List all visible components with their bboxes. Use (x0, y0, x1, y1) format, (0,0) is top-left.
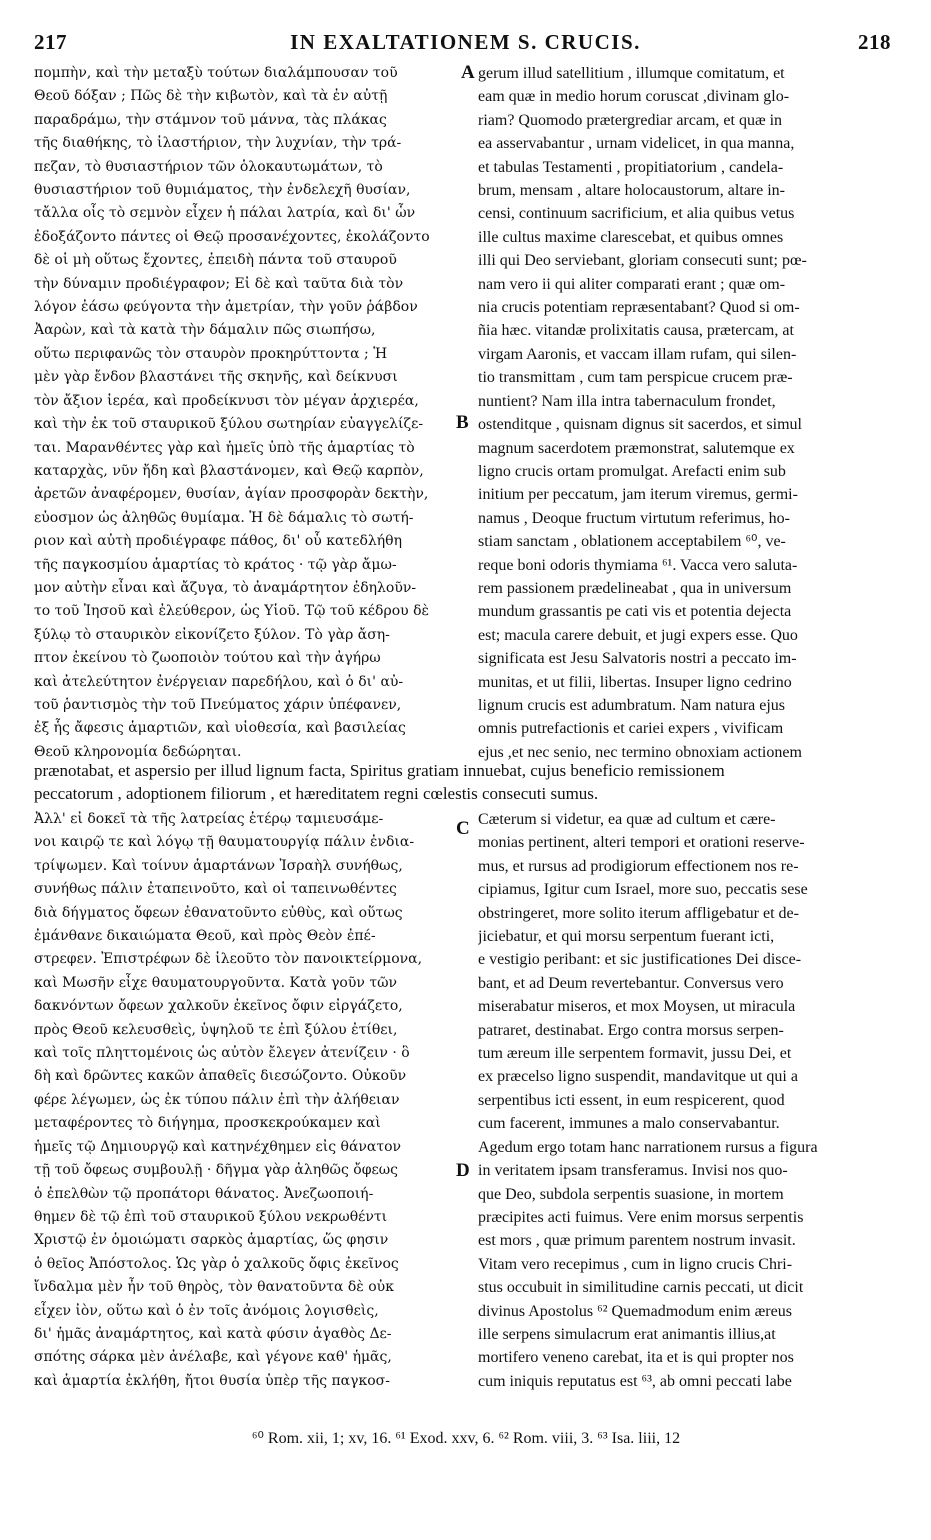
greek-text-line: ριον καὶ αὐτὴ προδιέγραφε πάθος, δι' οὗ κατεδλήθη (34, 533, 402, 550)
greek-text-line: δι' ἡμᾶς ἀναμάρτητος, καὶ κατὰ φύσιν ἀγαθὸς Δε- (34, 1325, 392, 1342)
latin-text-line: Cæterum si videtur, ea quæ ad cultum et cære- (478, 811, 776, 828)
latin-text-line: e vestigio peribant: et sic justificationes Dei disce- (478, 951, 802, 969)
greek-text-line: τῇ τοῦ ὄφεως συμβουλῇ · δῆγμα γὰρ ἀληθῶς ὄφεως (34, 1162, 398, 1179)
latin-text-line: Vitam vero recepimus , cum in ligno crucis Chri- (478, 1255, 793, 1273)
greek-text-line: τοῦ ῥαντισμὸς τὴν τοῦ Πνεύματος χάριν ὑπέφανεν, (34, 696, 402, 713)
margin-letter-c: C (456, 818, 470, 839)
footnotes: ⁶⁰ Rom. xii, 1; xv, 16. ⁶¹ Exod. xxv, 6. ⁶² Rom. viii, 3. ⁶³ Isa. liii, 12 (251, 1430, 681, 1447)
greek-text-line: καταρχὰς, νῦν ἤδη καὶ βλαστάνομεν, καὶ Θεῷ καρπὸν, (34, 462, 424, 479)
margin-letter-b: B (456, 412, 469, 433)
latin-text-line: jiciebatur, et qui morsu serpentum fuerant icti, (478, 928, 775, 946)
greek-text-line: καὶ τὴν ἐκ τοῦ σταυρικοῦ ξύλου σωτηρίαν εὐαγγελίζε- (34, 416, 424, 433)
latin-text-line: stiam sanctam , oblationem acceptabilem ⁶⁰, ve- (478, 533, 786, 551)
latin-text-line: monias pertinent, alteri tempori et orationi reserve- (478, 834, 805, 852)
latin-text-line: munitas, et ut filii, libertas. Insuper ligno cedrino (478, 673, 792, 691)
greek-text-line: ἀρετῶν ἀναφέρομεν, θυσίαν, ἁγίαν προσφορὰν δεκτὴν, (34, 486, 429, 503)
greek-text-line: ἐξ ἧς ἄφεσις ἁμαρτιῶν, καὶ υἱοθεσία, καὶ βασιλείας (34, 720, 406, 737)
greek-text-line: το τοῦ Ἰησοῦ καὶ ἐλεύθερον, ὡς Υἱοῦ. Τῷ τοῦ κέδρου δὲ (34, 603, 430, 620)
greek-text-line: τῆς παγκοσμίου ἁμαρτίας τὸ κράτος · τῷ γὰρ ἄμω- (34, 556, 397, 573)
latin-text-line: tio transmittam , cum tam perspicue crucem præ- (478, 369, 793, 387)
latin-text-line: nuntient? Nam illa intra tabernaculum frondet, (478, 392, 776, 410)
latin-text-line: stus occubuit in similitudine carnis peccati, ut dicit (478, 1279, 804, 1297)
latin-text-line: ille serpens simulacrum erat animantis illius,at (478, 1325, 776, 1343)
latin-text-line: præcipites acti fuimus. Vere enim morsus serpentis (478, 1208, 804, 1226)
latin-text-line: tum æreum ille serpentem formavit, jussu Dei, et (478, 1045, 792, 1063)
greek-text-line: ὁ θεῖος Ἀπόστολος. Ὡς γὰρ ὁ χαλκοῦς ὄφις ἐκεῖνος (34, 1255, 399, 1272)
greek-text-line: καὶ ἀτελεύτητον ἐνέργειαν παρεδήλου, καὶ ὁ δι' αὐ- (34, 673, 404, 690)
greek-text-line: δακνόντων ὄφεων χαλκοῦν ἐκεῖνος ὄφιν εἰργάζετο, (34, 998, 403, 1015)
greek-text-line: τῆς διαθήκης, τὸ ἱλαστήριον, τὴν λυχνίαν, τὴν τρά- (34, 135, 402, 152)
greek-text-line: δὴ καὶ δρῶντες κακῶν ἀπαθεῖς διεσώζοντο. Οὐκοῦν (34, 1068, 407, 1085)
greek-text-line: φέρε λέγωμεν, ὡς ἐκ τύπου πάλιν ἐπὶ τὴν ἀλήθειαν (34, 1091, 400, 1108)
greek-text-line: ξύλῳ τὸ σταυρικὸν εἰκονίζετο ξύλον. Τὸ γὰρ ἄση- (34, 626, 390, 643)
latin-text-line: rem passionem prædelineabat , qua in universum (478, 579, 792, 597)
greek-text-line: καὶ τοῖς πληττομένοις ὡς αὐτὸν ἔλεγεν ἀτενίζειν · ὃ (34, 1045, 410, 1062)
greek-text-line: πομπὴν, καὶ τὴν μεταξὺ τούτων διαλάμπουσαν τοῦ (34, 65, 398, 81)
greek-text-line: στρεφεν. Ἐπιστρέφων δὲ ἱλεοῦτο τὸν πανοικτείρμονα, (34, 951, 423, 968)
latin-text-line: brum, mensam , altare holocaustorum, altare in- (478, 182, 786, 200)
text-line: prænotabat, et aspersio per illud lignum facta, Spiritus gratiam innuebat, cujus beneficio remissionem (34, 761, 725, 780)
greek-text-line: παραδράμω, τὴν στάμνον τοῦ μάννα, τὰς πλάκας (34, 111, 387, 128)
greek-text-line: καὶ Μωσῆν εἶχε θαυματουργοῦντα. Κατὰ γοῦν τῶν (34, 974, 398, 991)
latin-text-line: miserabatur miseros, et mox Moysen, ut miracula (478, 998, 796, 1016)
running-title: IN EXALTATIONEM S. CRUCIS. (290, 30, 641, 54)
latin-text-line: ejus ,et nec senio, nec termino obnoxiam actionem (478, 743, 802, 761)
text-line: peccatorum , adoptionem filiorum , et hæreditatem regni cœlestis consecuti sumus. (34, 783, 599, 803)
greek-text-line: τἄλλα οἷς τὸ σεμνὸν εἶχεν ἡ πάλαι λατρία, καὶ δι' ὧν (34, 205, 416, 222)
right-page-number: 218 (858, 30, 891, 54)
greek-text-line: οὕτω περιφανῶς τὸν σταυρὸν προκηρύττοντα ; Ἡ (34, 345, 388, 362)
greek-text-line: τὸν ἄξιον ἱερέα, καὶ προδείκνυσι τὸν μέγαν ἀρχιερέα, (34, 392, 419, 409)
latin-column-lower (478, 808, 898, 1393)
greek-text-line: Θεοῦ κληρονομία δεδώρηται. (34, 743, 242, 760)
latin-text-line: riam? Quomodo prætergrediar arcam, et quæ in (478, 111, 783, 129)
greek-text-line: λόγον ἐάσω φεύγοντα τὴν ἀμετρίαν, τὴν γοῦν ῥάβδον (34, 299, 418, 316)
latin-text-line: est mors , quæ primum parentem nostrum invasit. (478, 1232, 796, 1250)
greek-text-line: θημεν δὲ τῷ ἐπὶ τοῦ σταυρικοῦ ξύλου νεκρωθέντι (34, 1208, 388, 1225)
latin-text-line: patraret, destinabat. Ergo contra morsus serpen- (478, 1021, 784, 1039)
greek-text-line: ἡμεῖς τῷ Δημιουργῷ καὶ κατηνέχθημεν εἰς θάνατον (34, 1138, 402, 1155)
latin-text-line: mundum grassantis pe cati vis et potentia dejecta (478, 603, 792, 621)
greek-column-lower (34, 808, 458, 1393)
latin-text-line: obstringeret, more solito iterum affligebatur et de- (478, 904, 799, 922)
greek-text-line: μεταφέροντες τὸ διήγημα, προσκεκρούκαμεν καὶ (34, 1115, 381, 1132)
greek-text-line: συνήθως πάλιν ἐταπεινοῦτο, καὶ οἱ ταπεινωθέντες (34, 881, 397, 898)
greek-text-line: δὲ οἱ μὴ οὕτως ἔχοντες, ἐπειδὴ πάντα τοῦ σταυροῦ (34, 252, 397, 269)
latin-text-line: magnum sacerdotem præmonstrat, salutemque ex (478, 439, 795, 457)
latin-text-line: namus , Deoque fructum virtutum referimus, ho- (478, 509, 790, 527)
latin-text-line: ligno crucis ortam promulgat. Arefacti enim sub (478, 462, 786, 480)
greek-text-line: νοι καιρῷ τε καὶ λόγῳ τῇ θαυματουργίᾳ πάλιν ἐνδια- (34, 834, 415, 851)
latin-text-line: serpentibus icti essent, in eum respicerent, quod (478, 1091, 785, 1109)
latin-text-line: ille cultus maxime clarescebat, et quibus omnes (478, 228, 784, 246)
latin-text-line: et tabulas Testamenti , propitiatorium , candela- (478, 158, 784, 176)
latin-text-line: cum facerent, immunes a malo conservabantur. (478, 1115, 780, 1133)
latin-text-line: que Deo, subdola serpentis suasione, in mortem (478, 1185, 784, 1203)
latin-text-line: est; macula carere debuit, et jugi expers esse. Quo (478, 626, 798, 644)
greek-text-line: ὁ ἐπελθὼν τῷ προπάτορι θάνατος. Ἀνεζωοποιή- (34, 1185, 374, 1202)
full-width-paragraph (34, 760, 898, 805)
greek-text-line: Ἀαρὼν, καὶ τὰ κατὰ τὴν δάμαλιν πῶς σιωπήσω, (34, 322, 376, 339)
latin-text-line: reque boni odoris thymiama ⁶¹. Vacca vero saluta- (478, 556, 798, 574)
greek-text-line: τὴν δύναμιν προδιέγραφον; Εἰ δὲ καὶ ταῦτα διὰ τὸν (34, 275, 404, 292)
latin-text-line: omnis putrefactionis et cariei expers , vivificam (478, 720, 784, 738)
latin-text-line: illi qui Deo serviebant, gloriam consecuti sunt; pœ- (478, 252, 807, 270)
greek-column-upper (34, 62, 458, 764)
latin-text-line: lignum crucis est adumbratum. Nam natura ejus (478, 696, 786, 714)
latin-text-line: nia crucis potentiam repræsentabant? Quod si om- (478, 299, 800, 317)
greek-text-line: Θεοῦ δόξαν ; Πῶς δὲ τὴν κιβωτὸν, καὶ τὰ ἐν αὐτῇ (34, 88, 388, 105)
margin-letter-d: D (456, 1160, 470, 1181)
margin-letter-a: A (461, 62, 475, 83)
latin-text-line: cipiamus, Igitur cum Israel, more suo, peccatis sese (478, 881, 808, 899)
latin-text-line: cum iniquis reputatus est ⁶³, ab omni peccati labe (478, 1372, 792, 1390)
greek-text-line: πτον ἐκείνου τὸ ζωοποιὸν τούτου καὶ τὴν ἀγήρω (34, 650, 381, 667)
greek-text-line: θυσιαστήριον τοῦ θυμιάματος, τὴν ἐνδελεχῆ θυσίαν, (34, 182, 411, 199)
latin-text-line: ñia hæc. vitandæ prolixitatis causa, prætercam, at (478, 322, 794, 340)
greek-text-line: μὲν γὰρ ἔνδον βλαστάνει τῆς σκηνῆς, καὶ δείκνυσι (34, 369, 398, 386)
greek-text-line: ἐδοξάζοντο πάντες οἱ Θεῷ προσανέχοντες, ἐκολάζοντο (34, 228, 430, 245)
greek-text-line: πεζαν, τὸ θυσιαστήριον τῶν ὁλοκαυτωμάτων, τὸ (34, 158, 383, 175)
latin-text-line: nam vero ii qui aliter comparati erant ; quæ om- (478, 275, 786, 293)
latin-text-line: ostenditque , quisnam dignus sit sacerdos, et simul (478, 416, 802, 434)
latin-text-line: significata est Jesu Salvatoris nostri a peccato im- (478, 650, 797, 668)
greek-text-line: καὶ ἁμαρτία ἐκλήθη, ἤτοι θυσία ὑπὲρ τῆς παγκοσ- (34, 1372, 390, 1389)
greek-text-line: πρὸς Θεοῦ κελευσθεὶς, ὑψηλοῦ τε ἐπὶ ξύλου ἐτίθει, (34, 1021, 398, 1038)
latin-text-line: initium per peccatum, jam iterum viremus, germi- (478, 486, 798, 504)
greek-text-line: ἴνδαλμα μὲν ἦν τοῦ θηρὸς, τὸν θανατοῦντα δὲ οὐκ (34, 1279, 394, 1296)
latin-text-line: divinus Apostolus ⁶² Quemadmodum enim æreus (478, 1302, 792, 1320)
greek-text-line: εὐοσμον ὡς ἀληθῶς θυμίαμα. Ἡ δὲ δάμαλις τὸ σωτή- (34, 509, 414, 526)
greek-text-line: ται. Μαρανθέντες γὰρ καὶ ἡμεῖς ὑπὸ τῆς ἁμαρτίας τὸ (34, 439, 415, 456)
greek-text-line: Χριστῷ ἐν ὁμοιώματι σαρκὸς ἁμαρτίας, ὥς φησιν (34, 1232, 389, 1249)
latin-column-upper (478, 62, 898, 764)
latin-text-line: virgam Aaronis, et vaccam illam rufam, qui silen- (478, 345, 797, 363)
latin-text-line: eam quæ in medio horum coruscat ,divinam glo- (478, 88, 790, 106)
latin-text-line: ea asservabantur , urnam videlicet, in qua manna, (478, 135, 795, 153)
greek-text-line: Ἀλλ' εἰ δοκεῖ τὰ τῆς λατρείας ἑτέρῳ ταμιευσάμε- (34, 811, 384, 827)
latin-text-line: bant, et ad Deum revertebantur. Conversus vero (478, 974, 784, 992)
greek-text-line: εἶχεν ἰὸν, οὕτω καὶ ὁ ἐν τοῖς ἀνόμοις λογισθεὶς, (34, 1302, 379, 1319)
greek-text-line: μον αὐτὴν εἶναι καὶ ἄζυγα, τὸ ἀναμάρτητον ἐδηλοῦν- (34, 579, 417, 596)
greek-text-line: ἐμάνθανε δικαιώματα Θεοῦ, καὶ πρὸς Θεὸν ἐπέ- (34, 928, 376, 945)
greek-text-line: τρίψωμεν. Καὶ τοίνυν ἁμαρτάνων Ἰσραὴλ συνήθως, (34, 857, 403, 874)
latin-text-line: Agedum ergo totam hanc narrationem rursus a figura (478, 1138, 818, 1156)
latin-text-line: censi, continuum sacrificium, et alia quibus vetus (478, 205, 795, 223)
greek-text-line: διὰ δήγματος ὄφεων ἐθανατοῦντο εὐθὺς, καὶ οὕτως (34, 904, 403, 921)
latin-text-line: ex præcelso ligno suspendit, mandavitque ut qui a (478, 1068, 798, 1086)
latin-text-line: in veritatem ipsam transferamus. Invisi nos quo- (478, 1162, 788, 1180)
left-page-number: 217 (34, 30, 67, 54)
latin-text-line: mortifero veneno carebat, ita et is qui propter nos (478, 1349, 794, 1367)
latin-text-line: mus, et rursus ad prodigiorum effectionem nos re- (478, 857, 799, 875)
greek-text-line: σπότης σάρκα μὲν ἀνέλαβε, καὶ γέγονε καθ' ἡμᾶς, (34, 1349, 392, 1366)
latin-text-line: gerum illud satellitium , illumque comitatum, et (478, 65, 785, 82)
